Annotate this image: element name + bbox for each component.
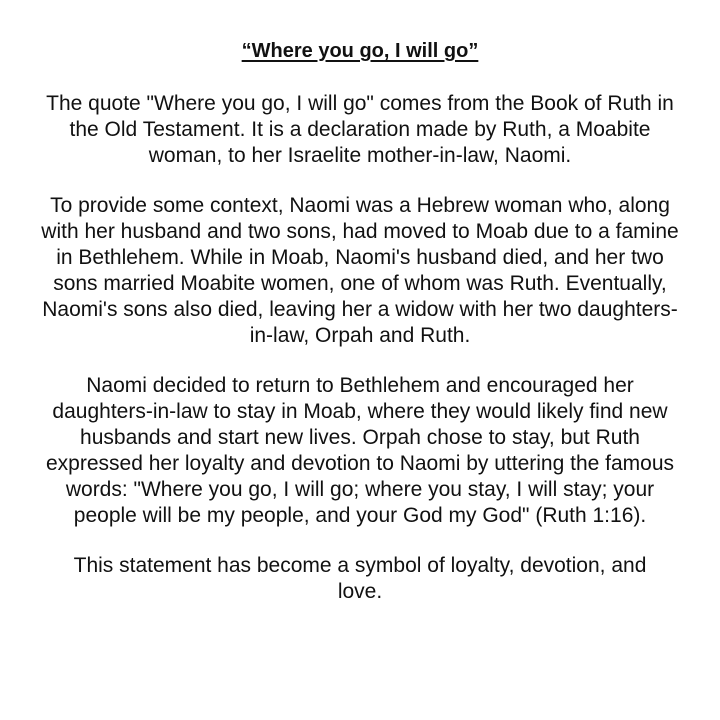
document-title: “Where you go, I will go” (241, 40, 479, 62)
paragraph-conclusion: This statement has become a symbol of loyalty, devotion, and love. (73, 554, 647, 603)
paragraph-declaration: Naomi decided to return to Bethlehem and encouraged her daughters-in-law to stay in Moab, where they would likely find new husbands and start new lives. Orpah chose to stay, but Ruth expressed her loyalty and devotion to Naomi by uttering the famous words: "Where you go, I will go; where you stay, I will stay; your people will be my people, and your God my God" (Ruth 1:16). (45, 374, 675, 527)
paragraph-context: To provide some context, Naomi was a Hebrew woman who, along with her husband and two sons, had moved to Moab due to a famine in Bethlehem. While in Moab, Naomi's husband died, and her two sons married Moabite women, one of whom was Ruth. Eventually, Naomi's sons also died, leaving her a widow with her two daughters-in-law, Orpah and Ruth. (41, 194, 679, 347)
paragraph-origin: The quote "Where you go, I will go" comes from the Book of Ruth in the Old Testament. It is a declaration made by Ruth, a Moabite woman, to her Israelite mother-in-law, Naomi. (46, 92, 674, 167)
